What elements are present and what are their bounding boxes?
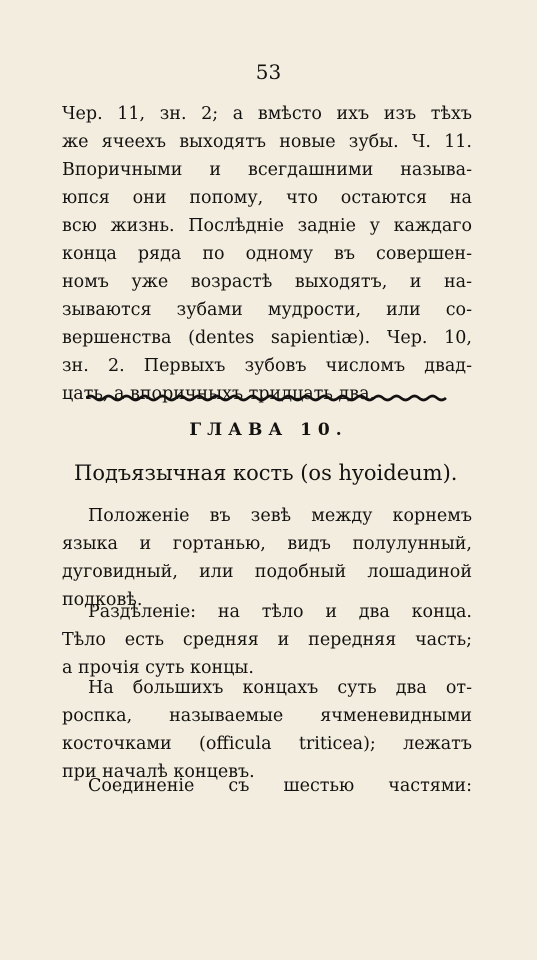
text-line: Чер. 11, зн. 2; а вмѣсто ихъ изъ тѣхъ: [62, 104, 472, 124]
text-line: конца ряда по одному въ совершен-: [62, 244, 472, 264]
chapter-heading: ГЛАВА 10.: [189, 420, 348, 440]
text-line: Впоричными и всегдашними называ-: [62, 160, 472, 180]
paragraph-connection: [62, 772, 472, 800]
text-line: при началѣ концевъ.: [62, 762, 255, 782]
text-line: Соединеніе съ шестью частями:: [88, 776, 472, 796]
ornamental-divider: [86, 393, 449, 403]
text-line: юпся они попому, что остаются на: [62, 188, 472, 208]
text-line: зываются зубами мудрости, или со-: [62, 300, 472, 320]
text-line: На большихъ концахъ суть два от-: [88, 678, 472, 698]
text-line: зн. 2. Первыхъ зубовъ числомъ двад-: [62, 356, 472, 376]
section-title: Подъязычная кость (os hyoideum).: [74, 461, 458, 485]
page-number: 53: [255, 60, 282, 84]
text-line: языка и гортанью, видъ полулунный,: [62, 534, 472, 554]
text-line: номъ уже возрастѣ выходятъ, и на-: [62, 272, 472, 292]
text-line: роспка, называемые ячменевидными: [62, 706, 472, 726]
text-line: цать, а впоричныхъ тридцать два.: [62, 384, 376, 404]
text-line: всю жизнь. Послѣдніе задніе у каждаго: [62, 216, 472, 236]
text-line: Положеніе въ зевѣ между корнемъ: [88, 506, 472, 526]
text-line: а прочія суть концы.: [62, 658, 254, 678]
text-line: дуговидный, или подобный лошадиной: [62, 562, 472, 582]
text-line: же ячеехъ выходятъ новые зубы. Ч. 11.: [62, 132, 472, 152]
text-line: подковѣ.: [62, 590, 143, 610]
paragraph-teeth: [62, 100, 472, 408]
text-line: вершенства (dentes sapientiæ). Чер. 10,: [62, 328, 472, 348]
text-line: косточками (officula triticea); лежатъ: [62, 734, 472, 754]
text-line: Раздѣленіе: на тѣло и два конца.: [88, 602, 472, 622]
paragraph-processes: [62, 674, 472, 786]
paragraph-division: [62, 598, 472, 682]
text-line: Тѣло есть средняя и передняя часть;: [62, 630, 472, 650]
